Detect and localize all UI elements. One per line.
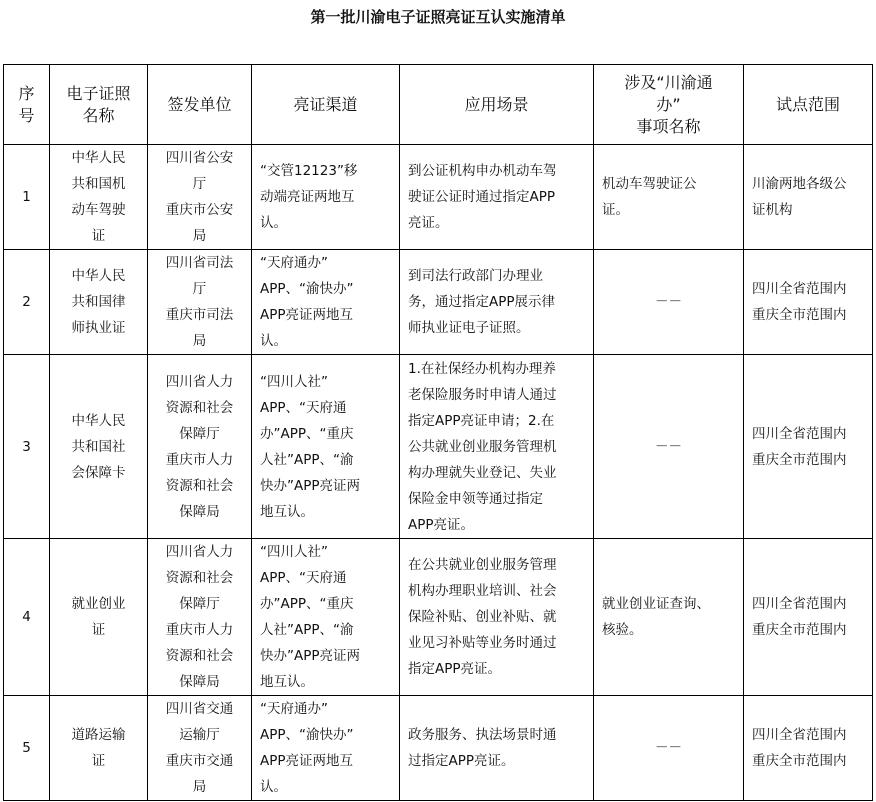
header-scene: 应用场景	[400, 65, 594, 145]
cell-channel: “交管12123”移 动端亮证两地互 认。	[252, 145, 400, 250]
cell-seq: 3	[4, 355, 50, 539]
cell-scope: 川渝两地各级公 证机构	[744, 145, 873, 250]
header-matter: 涉及“川渝通 办” 事项名称	[594, 65, 744, 145]
header-cert-name: 电子证照 名称	[50, 65, 148, 145]
cell-issuer: 四川省司法 厅 重庆市司法 局	[148, 250, 252, 355]
cell-channel: “天府通办” APP、“渝快办” APP亮证两地互 认。	[252, 250, 400, 355]
cell-matter: －－	[594, 250, 744, 355]
cell-matter: 就业创业证查询、 核验。	[594, 539, 744, 696]
cell-cert-name: 中华人民 共和国机 动车驾驶 证	[50, 145, 148, 250]
cell-issuer: 四川省人力 资源和社会 保障厅 重庆市人力 资源和社会 保障局	[148, 355, 252, 539]
cell-scope: 四川全省范围内 重庆全市范围内	[744, 355, 873, 539]
cell-matter: －－	[594, 355, 744, 539]
header-issuer: 签发单位	[148, 65, 252, 145]
cell-seq: 1	[4, 145, 50, 250]
cell-channel: “四川人社” APP、“天府通 办”APP、“重庆 人社”APP、“渝 快办”APP亮证两 地互认。	[252, 539, 400, 696]
cell-channel: “四川人社” APP、“天府通 办”APP、“重庆 人社”APP、“渝 快办”APP亮证两 地互认。	[252, 355, 400, 539]
cell-scene: 到公证机构申办机动车驾 驶证公证时通过指定APP 亮证。	[400, 145, 594, 250]
cell-cert-name: 道路运输 证	[50, 696, 148, 801]
cell-scope: 四川全省范围内 重庆全市范围内	[744, 696, 873, 801]
cell-cert-name: 中华人民 共和国社 会保障卡	[50, 355, 148, 539]
implementation-table	[3, 64, 873, 801]
table-row	[4, 539, 873, 696]
table-row	[4, 145, 873, 250]
cell-scene: 政务服务、执法场景时通 过指定APP亮证。	[400, 696, 594, 801]
page-title: 第一批川渝电子证照亮证互认实施清单	[310, 8, 566, 26]
cell-cert-name: 中华人民 共和国律 师执业证	[50, 250, 148, 355]
table-row	[4, 696, 873, 801]
cell-seq: 5	[4, 696, 50, 801]
cell-issuer: 四川省公安 厅 重庆市公安 局	[148, 145, 252, 250]
cell-scene: 在公共就业创业服务管理 机构办理职业培训、社会 保险补贴、创业补贴、就 业见习补贴等业务时通过 指定APP亮证。	[400, 539, 594, 696]
header-seq: 序 号	[4, 65, 50, 145]
cell-scope: 四川全省范围内 重庆全市范围内	[744, 250, 873, 355]
cell-channel: “天府通办” APP、“渝快办” APP亮证两地互 认。	[252, 696, 400, 801]
cell-scope: 四川全省范围内 重庆全市范围内	[744, 539, 873, 696]
cell-scene: 到司法行政部门办理业 务，通过指定APP展示律 师执业证电子证照。	[400, 250, 594, 355]
cell-seq: 2	[4, 250, 50, 355]
table-row	[4, 355, 873, 539]
cell-issuer: 四川省交通 运输厅 重庆市交通 局	[148, 696, 252, 801]
table-header-row	[4, 65, 873, 145]
header-channel: 亮证渠道	[252, 65, 400, 145]
table-row	[4, 250, 873, 355]
cell-scene: 1.在社保经办机构办理养 老保险服务时申请人通过 指定APP亮证申请；2.在 公共就业创业服务管理机 构办理就失业登记、失业 保险金申领等通过指定 APP亮证。	[400, 355, 594, 539]
cell-issuer: 四川省人力 资源和社会 保障厅 重庆市人力 资源和社会 保障局	[148, 539, 252, 696]
header-scope: 试点范围	[744, 65, 873, 145]
cell-seq: 4	[4, 539, 50, 696]
cell-matter: 机动车驾驶证公 证。	[594, 145, 744, 250]
cell-cert-name: 就业创业 证	[50, 539, 148, 696]
cell-matter: －－	[594, 696, 744, 801]
